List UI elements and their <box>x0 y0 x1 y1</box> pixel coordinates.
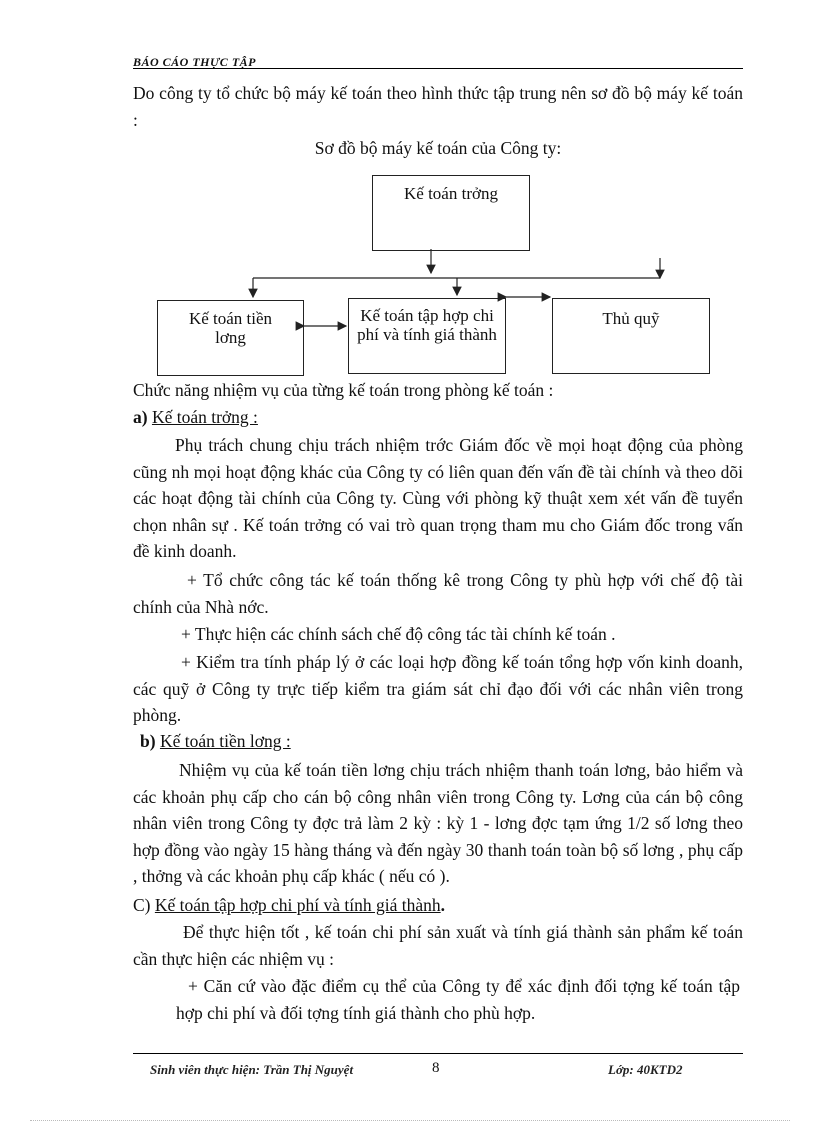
footer-rule <box>133 1053 743 1054</box>
box-chief-accountant-label: Kế toán trởng <box>404 184 498 203</box>
box-cost-accountant-label: Kế toán tập hợp chi phí và tính giá thành <box>357 306 497 344</box>
org-chart-connectors <box>0 0 816 400</box>
section-c-suffix: . <box>440 895 446 915</box>
header-title: BÁO CÁO THỰC TẬP <box>133 55 256 69</box>
box-treasurer-label: Thủ quỹ <box>602 309 660 328</box>
section-a-heading <box>133 406 258 428</box>
section-b-paragraph: Nhiệm vụ của kế toán tiền lơng chịu trách nhiệm thanh toán lơng, bảo hiểm và các khoản phụ cấp cho cán bộ công nhân viên trong Công ty. Lơng của cán bộ công nhân viên trong Công ty đợc trả làm 2 kỳ : kỳ 1 - lơng đợc tạm ứng 1/2 số lơng theo hợp đồng vào ngày 15 hàng tháng và đến ngày 30 thanh toán toàn bộ số lơng , phụ cấp , thởng và các khoản phụ cấp khác ( nếu có ). <box>133 760 743 886</box>
section-a-bullet-1: + Tổ chức công tác kế toán thống kê trong Công ty phù hợp với chế độ tài chính của Nhà nớc. <box>133 570 743 617</box>
section-a-marker: a) <box>133 407 148 427</box>
page-number: 8 <box>432 1060 440 1076</box>
section-a-bullet-2: + Thực hiện các chính sách chế độ công tác tài chính kế toán . <box>181 624 616 644</box>
section-b-title: Kế toán tiền lơng : <box>159 731 291 751</box>
section-c-paragraph: Để thực hiện tốt , kế toán chi phí sản xuất và tính giá thành sản phẩm kế toán cần thực hiện các nhiệm vụ : <box>133 922 743 969</box>
section-a-bullet-3: + Kiểm tra tính pháp lý ở các loại hợp đồng kế toán tổng hợp vốn kinh doanh, các quỹ ở Công ty trực tiếp kiểm tra giám sát chỉ đạo đối với các nhân viên trong phòng. <box>133 652 743 725</box>
footer-student: Sinh viên thực hiện: Trần Thị Nguyệt <box>150 1062 354 1077</box>
section-c-title: Kế toán tập hợp chi phí và tính giá thành <box>154 895 441 915</box>
intro-paragraph: Do công ty tổ chức bộ máy kế toán theo hình thức tập trung nên sơ đồ bộ máy kế toán : <box>133 83 743 130</box>
section-a-title: Kế toán trởng : <box>151 407 258 427</box>
footer-class: Lớp: 40KTD2 <box>608 1062 683 1077</box>
diagram-caption: Sơ đồ bộ máy kế toán của Công ty: <box>314 138 562 158</box>
section-b-heading <box>140 730 291 752</box>
section-c-marker: C) <box>133 895 151 915</box>
functions-heading: Chức năng nhiệm vụ của từng kế toán trong phòng kế toán : <box>133 380 554 400</box>
section-c-heading <box>133 894 445 916</box>
page-bottom-border <box>30 1120 790 1121</box>
section-c-bullet-1: + Căn cứ vào đặc điểm cụ thể của Công ty để xác định đối tợng kế toán tập hợp chi phí và đối tợng tính giá thành cho phù hợp. <box>176 976 740 1023</box>
section-b-marker: b) <box>140 731 156 751</box>
section-a-paragraph: Phụ trách chung chịu trách nhiệm trớc Giám đốc về mọi hoạt động của phòng cũng nh mọi hoạt động khác của Công ty có liên quan đến vấn đề tài chính và theo dõi các hoạt động tài chính của Công ty. Cùng với phòng kỹ thuật xem xét vấn đề tuyển chọn nhân sự . Kế toán trởng có vai trò quan trọng tham mu cho Giám đốc trong vấn đề kinh doanh. <box>133 435 743 561</box>
box-payroll-accountant-label: Kế toán tiền lơng <box>188 309 273 347</box>
